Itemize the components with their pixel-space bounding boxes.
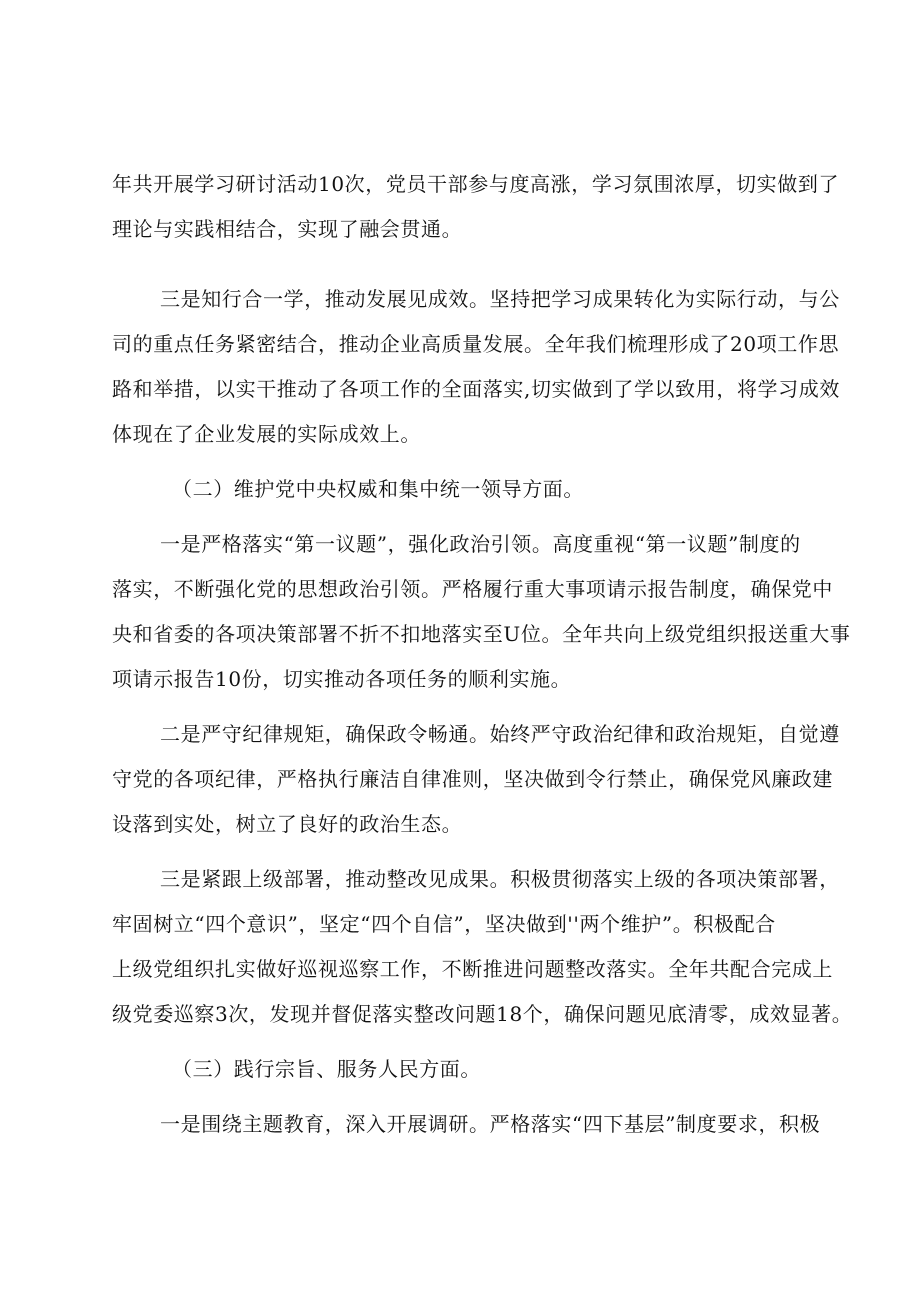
paragraph-line: 理论与实践相结合，实现了融会贯通。 — [112, 217, 463, 241]
paragraph-line: 年共开展学习研讨活动10次，党员干部参与度高涨，学习氛围浓厚，切实做到了 — [112, 172, 840, 196]
section-heading: （二）维护党中央权威和集中统一领导方面。 — [172, 477, 584, 501]
paragraph-line: 牢固树立“四个意识”，坚定“四个自信”，坚决做到''两个维护”。积极配合 — [112, 912, 776, 936]
paragraph-line: 上级党组织扎实做好巡视巡察工作，不断推进问题整改落实。全年共配合完成上 — [112, 957, 833, 981]
paragraph-line: 司的重点任务紧密结合，推动企业高质量发展。全年我们梳理形成了20项工作思 — [112, 332, 840, 356]
paragraph-line: 三是紧跟上级部署，推动整改见成果。积极贯彻落实上级的各项决策部署， — [160, 867, 840, 891]
paragraph-line: 守党的各项纪律，严格执行廉洁自律准则，坚决做到令行禁止，确保党风廉政建 — [112, 767, 833, 791]
paragraph-line: 项请示报告10份，切实推动各项任务的顺利实施。 — [112, 667, 572, 691]
paragraph-line: 体现在了企业发展的实际成效上。 — [112, 422, 421, 446]
paragraph-line: 三是知行合一学，推动发展见成效。坚持把学习成果转化为实际行动，与公 — [160, 287, 840, 311]
paragraph-line: 级党委巡察3次，发现并督促落实整改问题18个，确保问题见底清零，成效显著。 — [112, 1002, 853, 1026]
paragraph-line: 落实，不断强化党的思想政治引领。严格履行重大事项请示报告制度，确保党中 — [112, 577, 833, 601]
section-heading: （三）践行宗旨、服务人民方面。 — [172, 1057, 481, 1081]
paragraph-line: 央和省委的各项决策部署不折不扣地落实至U位。全年共向上级党组织报送重大事 — [112, 622, 851, 646]
paragraph-line: 一是围绕主题教育，深入开展调研。严格落实“四下基层”制度要求，积极 — [160, 1112, 821, 1136]
paragraph-line: 路和举措，以实干推动了各项工作的全面落实,切实做到了学以致用，将学习成效 — [112, 377, 840, 401]
paragraph-line: 设落到实处，树立了良好的政治生态。 — [112, 812, 463, 836]
paragraph-line: 一是严格落实“第一议题”，强化政治引领。高度重视“第一议题”制度的 — [160, 532, 801, 556]
paragraph-line: 二是严守纪律规矩，确保政令畅通。始终严守政治纪律和政治规矩，自觉遵 — [160, 722, 840, 746]
